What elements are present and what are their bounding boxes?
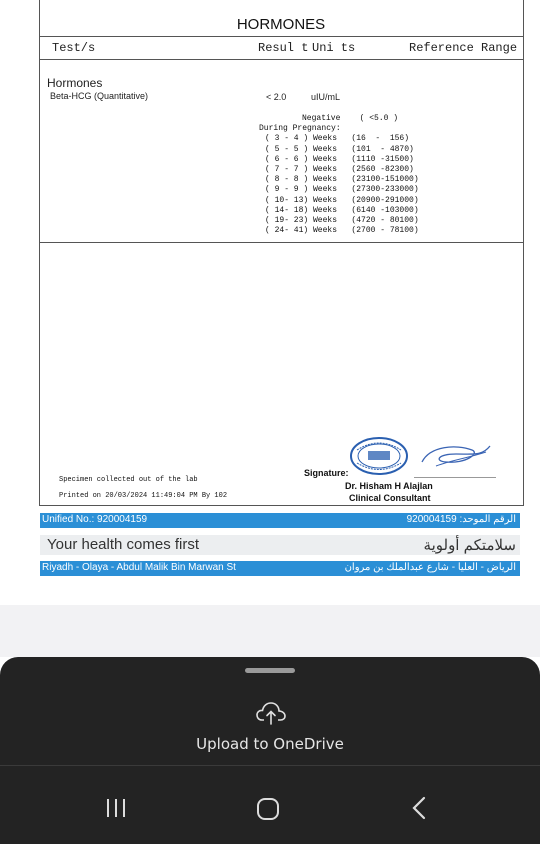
reference-line: ( 24- 41) Weeks (2700 - 78100) — [265, 226, 419, 236]
column-units: Uni ts — [312, 41, 356, 55]
category-label: Hormones — [47, 76, 103, 90]
reference-line: ( 9 - 9 ) Weeks (27300-233000) — [265, 185, 419, 195]
cloud-upload-icon — [256, 700, 286, 726]
upload-label: Upload to OneDrive — [196, 735, 344, 753]
back-button[interactable] — [400, 790, 440, 826]
divider — [39, 242, 523, 243]
unified-number: Unified No.: 920004159 — [42, 514, 148, 525]
report-frame — [39, 0, 524, 506]
recents-button[interactable] — [96, 790, 136, 826]
tagline-bar — [40, 535, 520, 555]
signature-scribble-icon — [416, 440, 496, 474]
unit-value: uIU/mL — [311, 92, 341, 102]
section-title: HORMONES — [236, 16, 326, 33]
printed-note: Printed on 20/03/2024 11:49:04 PM By 102 — [59, 492, 228, 500]
reference-line: During Pregnancy: — [259, 124, 341, 134]
home-button[interactable] — [248, 790, 288, 826]
reference-line: ( 5 - 5 ) Weeks (101 - 4870) — [265, 144, 414, 154]
test-name: Beta-HCG (Quantitative) — [50, 91, 149, 101]
address-bar — [40, 561, 520, 576]
sheet-backdrop — [0, 605, 540, 657]
result-value: < 2.0 — [266, 92, 287, 102]
column-result: Resul t — [258, 41, 309, 55]
column-test: Test/s — [52, 41, 96, 55]
unified-number-ar: الرقم الموحد: 920004159 — [406, 514, 516, 525]
reference-line: ( 19- 23) Weeks (4720 - 80100) — [265, 216, 419, 226]
tagline: Your health comes first — [47, 536, 200, 553]
address: Riyadh - Olaya - Abdul Malik Bin Marwan St — [42, 562, 236, 573]
sheet-drag-handle[interactable] — [245, 668, 295, 673]
signature-line — [414, 477, 496, 478]
back-icon — [410, 796, 430, 820]
doctor-name: Dr. Hisham H Alajlan — [345, 481, 433, 491]
tagline-ar: سلامتكم أولوية — [423, 537, 516, 554]
recents-icon — [105, 797, 127, 819]
unified-number-bar — [40, 513, 520, 528]
reference-line: Negative ( <5.0 ) — [302, 114, 399, 123]
signature-label: Signature: — [304, 468, 349, 478]
reference-line: ( 10- 13) Weeks (20900-291000) — [265, 195, 419, 205]
reference-line: ( 7 - 7 ) Weeks (2560 -82300) — [265, 165, 414, 175]
lab-stamp-icon — [349, 436, 409, 476]
divider — [39, 59, 523, 60]
nav-divider — [0, 765, 540, 766]
address-ar: الرياض - العليا - شارع عبدالملك بن مروان — [344, 562, 516, 573]
reference-line: ( 3 - 4 ) Weeks (16 - 156) — [265, 134, 410, 144]
reference-line: ( 14- 18) Weeks (6140 -103000) — [265, 205, 419, 215]
reference-line: ( 6 - 6 ) Weeks (1110 -31500) — [265, 154, 414, 164]
divider — [39, 36, 523, 37]
specimen-note: Specimen collected out of the lab — [59, 476, 198, 484]
reference-line: ( 8 - 8 ) Weeks (23100-151000) — [265, 175, 419, 185]
reference-range-block — [259, 114, 419, 236]
home-icon — [256, 797, 280, 821]
column-reference: Reference Range — [409, 41, 518, 55]
upload-onedrive-button[interactable] — [180, 698, 360, 758]
doctor-title: Clinical Consultant — [349, 493, 431, 503]
